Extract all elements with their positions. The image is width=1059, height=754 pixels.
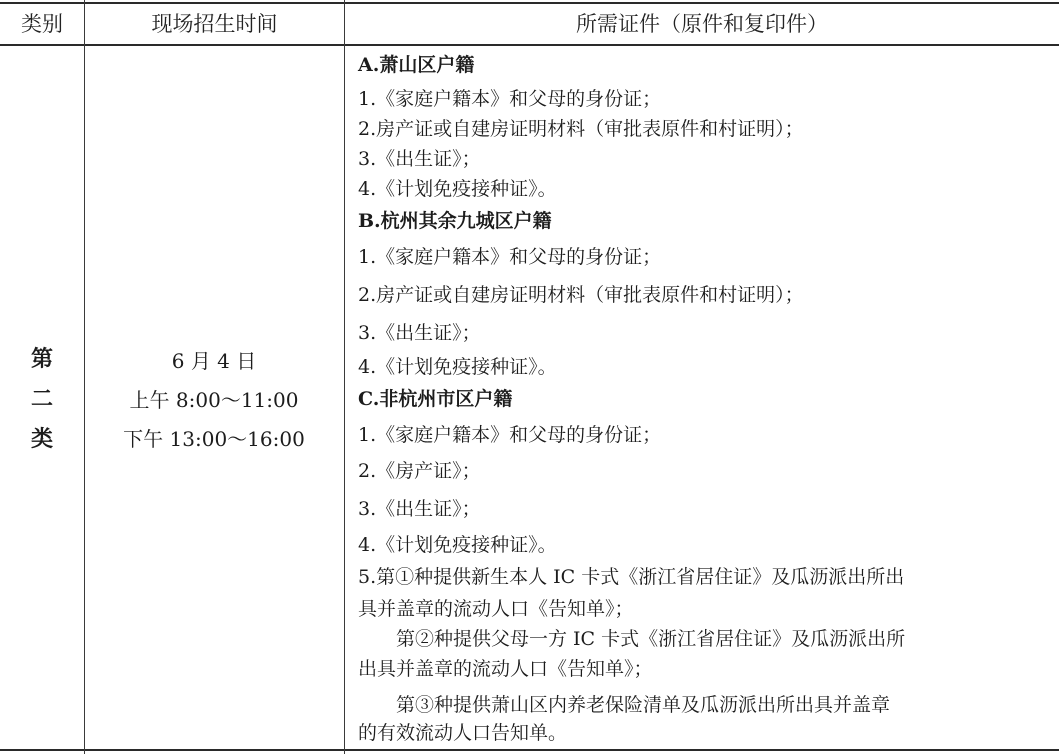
- header-documents: 所需证件（原件和复印件）: [576, 12, 828, 36]
- requirement-line: 3.《出生证》；: [358, 148, 481, 170]
- requirement-line: 2.《房产证》；: [358, 460, 481, 482]
- requirement-line: 第②种提供父母一方 IC 卡式《浙江省居住证》及瓜沥派出所: [358, 628, 906, 650]
- category-char: 二: [30, 387, 53, 412]
- requirement-line: 出具并盖章的流动人口《告知单》；: [358, 658, 653, 680]
- column-divider-2: [344, 0, 345, 754]
- requirement-line: 1.《家庭户籍本》和父母的身份证；: [358, 424, 662, 446]
- requirement-line: 2.房产证或自建房证明材料（审批表原件和村证明）；: [358, 284, 804, 306]
- requirement-line: 1.《家庭户籍本》和父母的身份证；: [358, 246, 662, 268]
- category-char: 类: [30, 427, 53, 452]
- requirement-line: 2.房产证或自建房证明材料（审批表原件和村证明）；: [358, 118, 804, 140]
- table-bottom-border: [0, 749, 1059, 751]
- requirement-line: 具并盖章的流动人口《告知单》；: [358, 598, 634, 620]
- requirement-line: 的有效流动人口告知单。: [358, 722, 568, 744]
- requirement-line: 1.《家庭户籍本》和父母的身份证；: [358, 88, 662, 110]
- morning-hours: 上午 8:00～11:00: [129, 388, 299, 412]
- requirement-line: 4.《计划免疫接种证》。: [358, 534, 557, 556]
- requirement-line: 3.《出生证》；: [358, 498, 481, 520]
- requirement-line: 第③种提供萧山区内养老保险清单及瓜沥派出所出具并盖章: [358, 694, 891, 716]
- header-bottom-border: [0, 44, 1059, 46]
- header-time: 现场招生时间: [151, 12, 278, 36]
- header-category: 类别: [21, 12, 63, 36]
- category-char: 第: [30, 347, 53, 372]
- requirement-line: 3.《出生证》；: [358, 322, 481, 344]
- category-cell: [0, 340, 84, 460]
- section-heading: A.萧山区户籍: [358, 54, 475, 76]
- afternoon-hours: 下午 13:00～16:00: [123, 427, 305, 451]
- requirement-line: 4.《计划免疫接种证》。: [358, 178, 557, 200]
- enrollment-date: 6 月 4 日: [171, 349, 257, 373]
- section-heading: C.非杭州市区户籍: [358, 388, 513, 410]
- requirement-line: 5.第①种提供新生本人 IC 卡式《浙江省居住证》及瓜沥派出所出: [358, 566, 905, 588]
- section-heading: B.杭州其余九城区户籍: [358, 210, 552, 232]
- requirement-line: 4.《计划免疫接种证》。: [358, 356, 557, 378]
- time-cell: [84, 342, 344, 459]
